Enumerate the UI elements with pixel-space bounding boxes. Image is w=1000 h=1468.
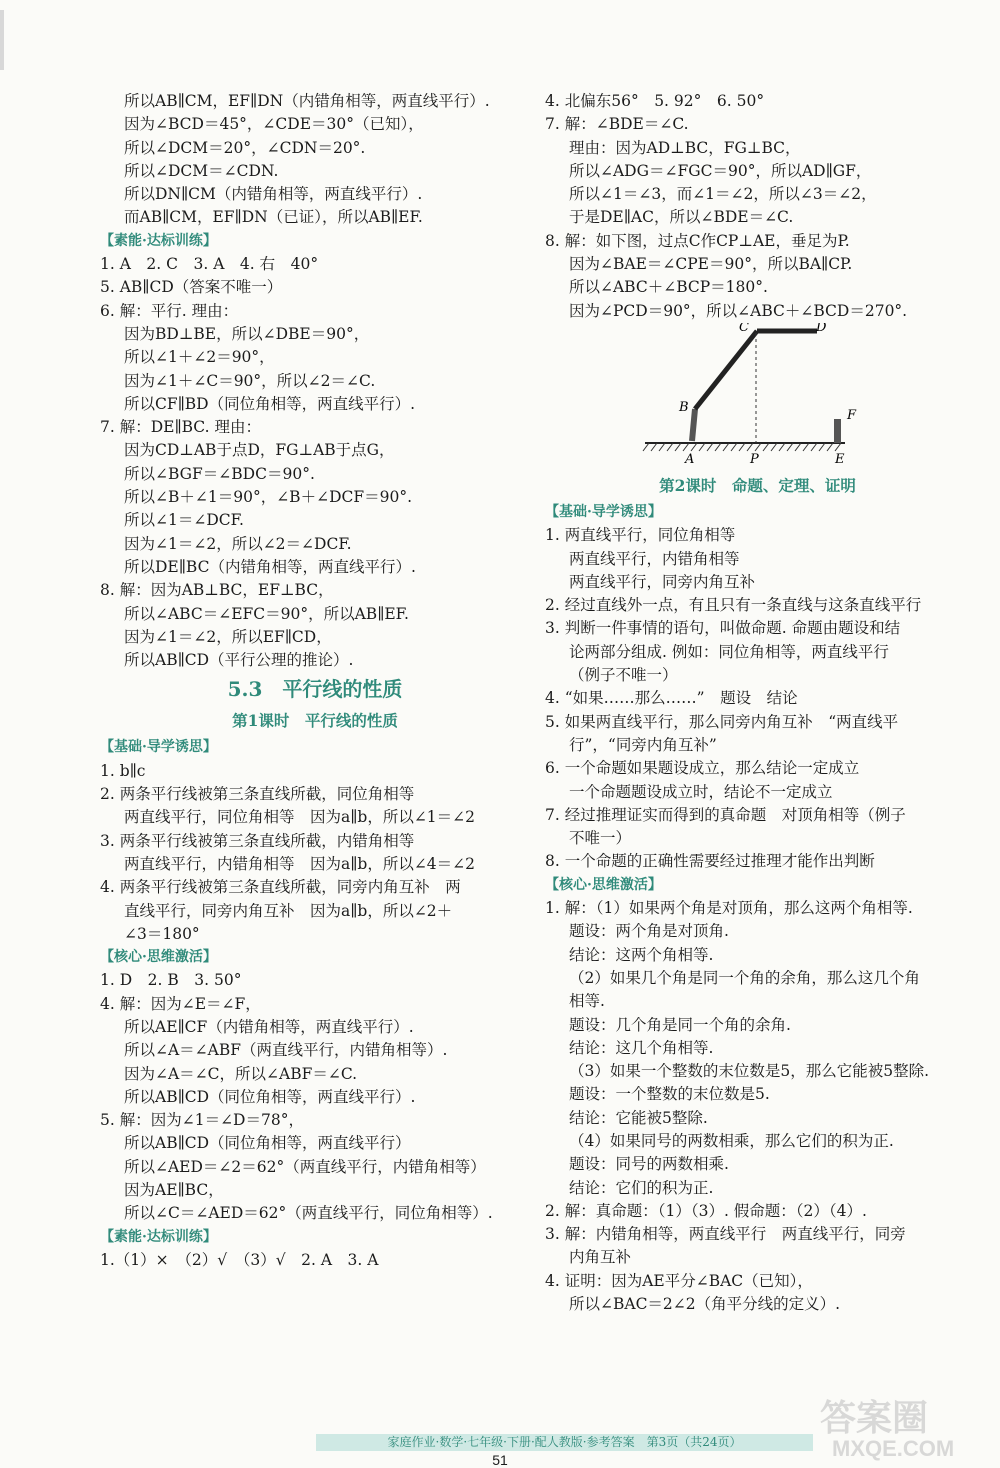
right_bottom-line: 相等. (569, 992, 605, 1011)
right_bottom-line: 内角互补 (569, 1248, 632, 1267)
left-line: 所以∠AED＝∠2＝62°（两直线平行，内错角相等） (124, 1157, 486, 1176)
right_bottom-line: 行”，“同旁内角互补” (569, 735, 717, 754)
right_bottom-line: 结论：它们的积为正. (569, 1178, 714, 1197)
right_bottom-line: 5. 如果两直线平行，那么同旁内角互补 “两直线平 (545, 712, 899, 731)
left-line: 1. A 2. C 3. A 4. 右 40° (100, 255, 319, 274)
right_bottom-line: 【基础·导学诱思】 (545, 503, 662, 520)
right_bottom-line: 题设：同号的两数相乘. (569, 1155, 729, 1174)
right_top-line: 所以∠ABC＋∠BCP＝180°. (569, 278, 768, 297)
right_bottom-line: 两直线平行，内错角相等 (569, 549, 740, 568)
right_top-line: 因为∠BAE＝∠CPE＝90°，所以BA∥CP. (569, 255, 853, 274)
left-line: 所以DE∥BC（内错角相等，两直线平行）. (124, 557, 416, 576)
right_bottom-line: 题设：几个角是同一个角的余角. (569, 1015, 791, 1034)
left-line: 5. 解：因为∠1＝∠D＝78°， (100, 1111, 304, 1130)
right_bottom-line: 7. 经过推理证实而得到的真命题 对顶角相等（例子 (545, 805, 906, 824)
left-line: ∠3＝180° (124, 924, 200, 943)
right_bottom-line: 4. 证明：因为AE平分∠BAC（已知）， (545, 1271, 813, 1290)
left-line: 两直线平行，内错角相等 因为a∥b，所以∠4＝∠2 (124, 854, 476, 873)
left-line: 4. 两条平行线被第三条直线所截，同旁内角互补 两 (100, 878, 461, 897)
scan-edge (0, 10, 4, 70)
label-d: D (816, 322, 827, 335)
left-line: 所以AB∥CM，EF∥DN（内错角相等，两直线平行）. (124, 92, 490, 110)
segment-ab (692, 409, 695, 441)
left-line: 因为∠BCD＝45°，∠CDE＝30°（已知）， (124, 115, 424, 134)
left-line: 直线平行，同旁内角互补 因为a∥b，所以∠2＋ (124, 901, 453, 920)
right_bottom-line: 第2课时 命题、定理、证明 (659, 475, 856, 495)
right_bottom-line: 1. 解：（1）如果两个角是对顶角，那么这两个角相等. (545, 899, 913, 918)
left-line: 所以AB∥CD（同位角相等，两直线平行） (124, 1134, 411, 1153)
left-line: 因为AE∥BC， (124, 1181, 224, 1200)
right_top-line: 理由：因为AD⊥BC，FG⊥BC， (569, 138, 801, 157)
right_bottom-line: （3）如果一个整数的末位数是5，那么它能被5整除. (569, 1062, 930, 1081)
right_bottom-line: 结论：它能被5整除. (569, 1108, 708, 1127)
right_top-line: 所以∠1＝∠3，而∠1＝∠2，所以∠3＝∠2， (569, 185, 877, 204)
right_bottom-line: 题设：一个整数的末位数是5. (569, 1085, 770, 1104)
left-line: 【基础·导学诱思】 (100, 739, 217, 756)
left-line: 所以∠B＋∠1＝90°，∠B＋∠DCF＝90°. (124, 488, 413, 507)
left-line: 1.（1）× （2）√ （3）√ 2. A 3. A (100, 1250, 379, 1269)
right_bottom-line: 3. 判断一件事情的语句，叫做命题. 命题由题设和结 (545, 619, 901, 638)
left-line: 4. 解：因为∠E＝∠F， (100, 994, 261, 1013)
left-line: 因为BD⊥BE，所以∠DBE＝90°， (124, 324, 370, 343)
right_bottom-line: 题设：两个角是对顶角. (569, 922, 729, 941)
left-line: 所以∠BGF＝∠BDC＝90°. (124, 464, 315, 483)
left-line: 5. AB∥CD（答案不唯一） (100, 278, 283, 297)
left-line: 所以∠C＝∠AED＝62°（两直线平行，同位角相等）. (124, 1204, 493, 1223)
right_bottom-line: 不唯一） (569, 829, 632, 848)
left-line: 因为∠1＋∠C＝90°，所以∠2＝∠C. (124, 371, 376, 390)
left-line: 所以∠ABC＝∠EFC＝90°，所以AB∥EF. (124, 604, 409, 623)
right-bottom-answers (545, 471, 970, 1316)
left-line: 因为CD⊥AB于点D，FG⊥AB于点G， (124, 441, 395, 460)
left-line: 5.3 平行线的性质 (227, 677, 403, 702)
left-line: 而AB∥CM，EF∥DN（已证），所以AB∥EF. (124, 208, 423, 227)
segment-bc (695, 331, 757, 409)
right_bottom-line: 一个命题题设成立时，结论不一定成立 (569, 782, 833, 801)
left-line: 所以DN∥CM（内错角相等，两直线平行）. (124, 185, 423, 204)
left-line: 所以∠A＝∠ABF（两直线平行，内错角相等）. (124, 1041, 448, 1060)
label-f: F (847, 407, 857, 423)
left-line: 1. b∥c (100, 761, 146, 780)
right_top-line: 于是DE∥AC，所以∠BDE＝∠C. (569, 208, 794, 227)
left-line: 所以AE∥CF（内错角相等，两直线平行）. (124, 1017, 414, 1036)
ground-hatching (643, 443, 845, 451)
right_top-line: 7. 解：∠BDE＝∠C. (545, 115, 689, 134)
left-line: 2. 两条平行线被第三条直线所截，同位角相等 (100, 785, 415, 804)
right_bottom-line: 2. 经过直线外一点，有且只有一条直线与这条直线平行 (545, 596, 922, 615)
right_bottom-line: 8. 一个命题的正确性需要经过推理才能作出判断 (545, 852, 875, 871)
right_top-line: 所以∠ADG＝∠FGC＝90°，所以AD∥GF， (569, 161, 872, 180)
right_bottom-line: 6. 一个命题如果题设成立，那么结论一定成立 (545, 759, 860, 778)
left-line: 所以∠DCM＝20°，∠CDN＝20°. (124, 138, 366, 157)
left-line: 1. D 2. B 3. 50° (100, 971, 242, 990)
label-p: P (750, 451, 759, 467)
right_bottom-line: （4）如果同号的两数相乘，那么它们的积为正. (569, 1131, 894, 1150)
left-line: 所以∠1＋∠2＝90°， (124, 348, 275, 367)
left-line: 两直线平行，同位角相等 因为a∥b，所以∠1＝∠2 (124, 808, 476, 827)
right_top-line: 8. 解：如下图，过点C作CP⊥AE，垂足为P. (545, 231, 850, 250)
left-line: 6. 解：平行. 理由： (100, 301, 239, 320)
label-c: C (739, 322, 749, 335)
right_bottom-line: 论两部分组成. 例如：同位角相等，两直线平行 (569, 642, 889, 661)
left-line: 【素能·达标训练】 (100, 232, 217, 249)
right_bottom-line: （2）如果几个角是同一个角的余角，那么这几个角 (569, 968, 920, 987)
left-line: 第1课时 平行线的性质 (232, 711, 398, 731)
left-line: 7. 解：DE∥BC. 理由： (100, 418, 261, 437)
left-line: 所以∠DCM＝∠CDN. (124, 161, 279, 180)
label-e: E (835, 451, 845, 467)
right_bottom-line: 4. “如果……那么……” 题设 结论 (545, 689, 798, 708)
left-line: 所以AB∥CD（平行公理的推论）. (124, 651, 354, 670)
label-a: A (685, 451, 695, 467)
segment-ef (834, 419, 841, 443)
right_bottom-line: 两直线平行，同旁内角互补 (569, 572, 756, 591)
geometry-figure (545, 323, 970, 471)
left-line: 3. 两条平行线被第三条直线所截，内错角相等 (100, 831, 415, 850)
label-b: B (679, 399, 689, 415)
right_bottom-line: 结论：这几个角相等. (569, 1038, 714, 1057)
left-line: 所以AB∥CD（同位角相等，两直线平行）. (124, 1087, 416, 1106)
left-line: 因为∠A＝∠C，所以∠ABF＝∠C. (124, 1064, 358, 1083)
left-line: 【素能·达标训练】 (100, 1228, 217, 1245)
left-line: 因为∠1＝∠2，所以EF∥CD， (124, 627, 332, 646)
right_bottom-line: （例子不唯一） (569, 666, 678, 685)
left-line: 所以CF∥BD（同位角相等，两直线平行）. (124, 394, 416, 413)
left-line: 所以∠1＝∠DCF. (124, 511, 244, 530)
left-column (100, 90, 530, 1272)
right_bottom-line: 2. 解：真命题：（1）（3）. 假命题：（2）（4）. (545, 1201, 867, 1220)
page-footer: 家庭作业·数学·七年级·下册·配人教版·参考答案 第3页（共24页） (316, 1434, 813, 1451)
right_bottom-line: 结论：这两个角相等. (569, 945, 714, 964)
right_top-line: 因为∠PCD＝90°，所以∠ABC＋∠BCD＝270°. (569, 301, 908, 320)
right_bottom-line: 3. 解：内错角相等，两直线平行 两直线平行，同旁 (545, 1225, 906, 1244)
ramp-diagram (545, 323, 970, 471)
watermark-logo: 答案圈 (820, 1398, 929, 1439)
right_bottom-line: 1. 两直线平行，同位角相等 (545, 526, 736, 545)
right-top-answers (545, 90, 970, 323)
right-column (545, 90, 970, 1316)
right_top-line: 4. 北偏东56° 5. 92° 6. 50° (545, 92, 765, 110)
right_bottom-line: 【核心·思维激活】 (545, 876, 662, 893)
right_bottom-line: 所以∠BAC＝2∠2（角平分线的定义）. (569, 1295, 841, 1314)
watermark-url: MXQE.COM (832, 1436, 955, 1461)
page-number: 51 (492, 1452, 508, 1468)
left-line: 【核心·思维激活】 (100, 949, 217, 966)
left-line: 因为∠1＝∠2，所以∠2＝∠DCF. (124, 534, 352, 553)
left-line: 8. 解：因为AB⊥BC，EF⊥BC， (100, 581, 334, 600)
